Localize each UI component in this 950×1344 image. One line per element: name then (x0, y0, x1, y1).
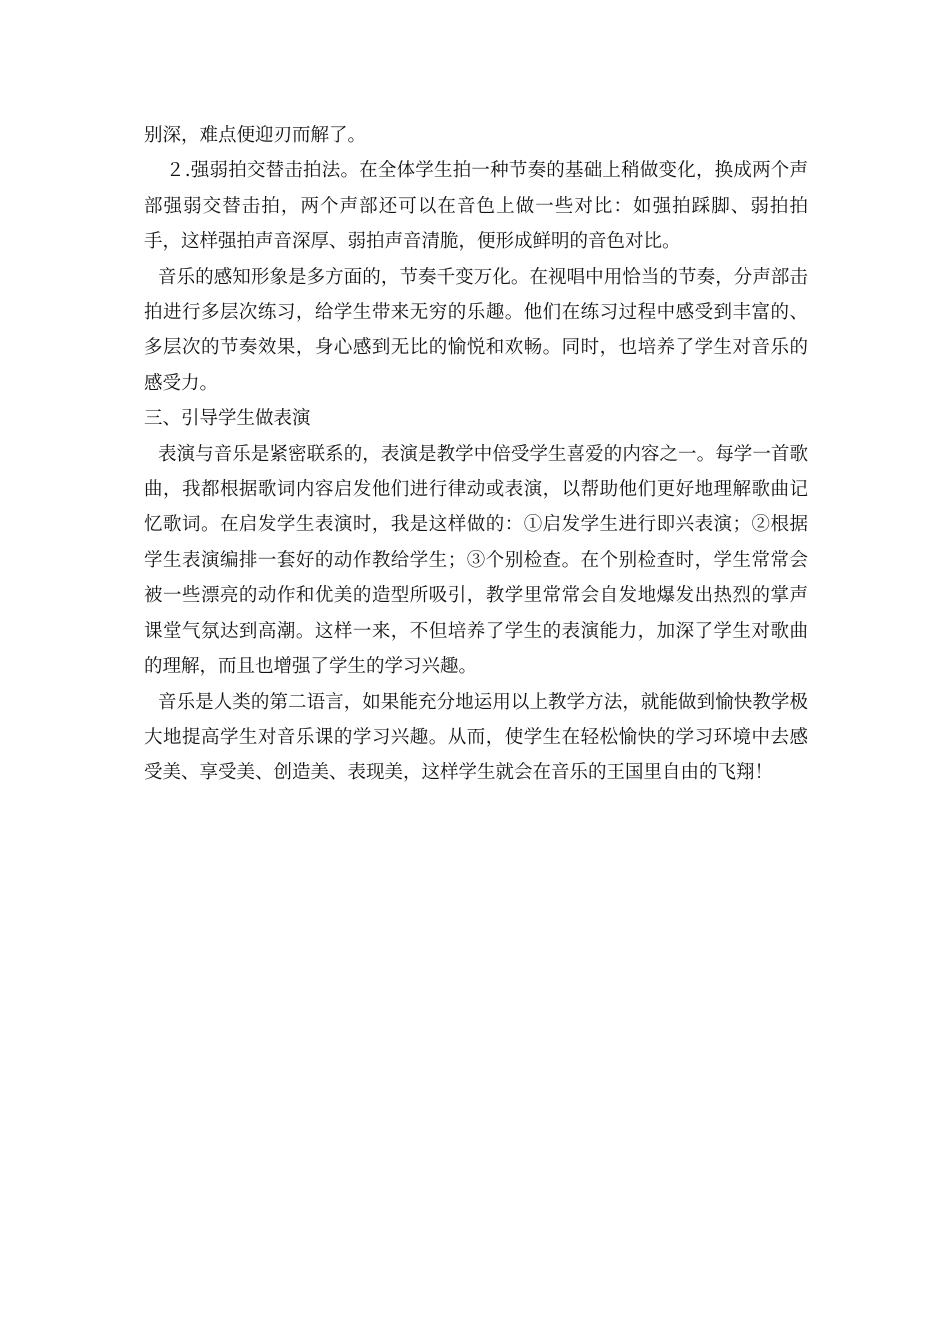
paragraph-conclusion: 音乐是人类的第二语言，如果能充分地运用以上教学方法，就能做到愉快教学极大地提高学生对音乐课的学习兴趣。从而，使学生在轻松愉快的学习环境中去感受美、享受美、创造美、表现美，这样学生就会在音乐的王国里自由的飞翔！ (144, 691, 808, 784)
paragraph-method-2: ２.强弱拍交替击拍法。在全体学生拍一种节奏的基础上稍做变化，换成两个声部强弱交替击拍，两个声部还可以在音色上做一些对比：如强拍踩脚、弱拍拍手，这样强拍声音深厚、弱拍声音清脆，便形成鲜明的音色对比。 (144, 160, 808, 253)
paragraph-rhythm-summary: 音乐的感知形象是多方面的，节奏千变万化。在视唱中用恰当的节奏，分声部击拍进行多层次练习，给学生带来无穷的乐趣。他们在练习过程中感受到丰富的、多层次的节奏效果，身心感到无比的愉悦和欢畅。同时，也培养了学生对音乐的感受力。 (144, 266, 808, 394)
section-heading-3: 三、引导学生做表演 (144, 408, 311, 430)
document-body (144, 118, 808, 791)
paragraph-performance: 表演与音乐是紧密联系的，表演是教学中倍受学生喜爱的内容之一。每学一首歌曲，我都根据歌词内容启发他们进行律动或表演，以帮助他们更好地理解歌曲记忆歌词。在启发学生表演时，我是这样做的：①启发学生进行即兴表演；②根据学生表演编排一套好的动作教给学生；③个别检查。在个别检查时，学生常常会被一些漂亮的动作和优美的造型所吸引，教学里常常会自发地爆发出热烈的掌声课堂气氛达到高潮。这样一来，不但培养了学生的表演能力，加深了学生对歌曲的理解，而且也增强了学生的学习兴趣。 (144, 443, 808, 678)
paragraph-continuation: 别深，难点便迎刃而解了。 (144, 125, 367, 146)
